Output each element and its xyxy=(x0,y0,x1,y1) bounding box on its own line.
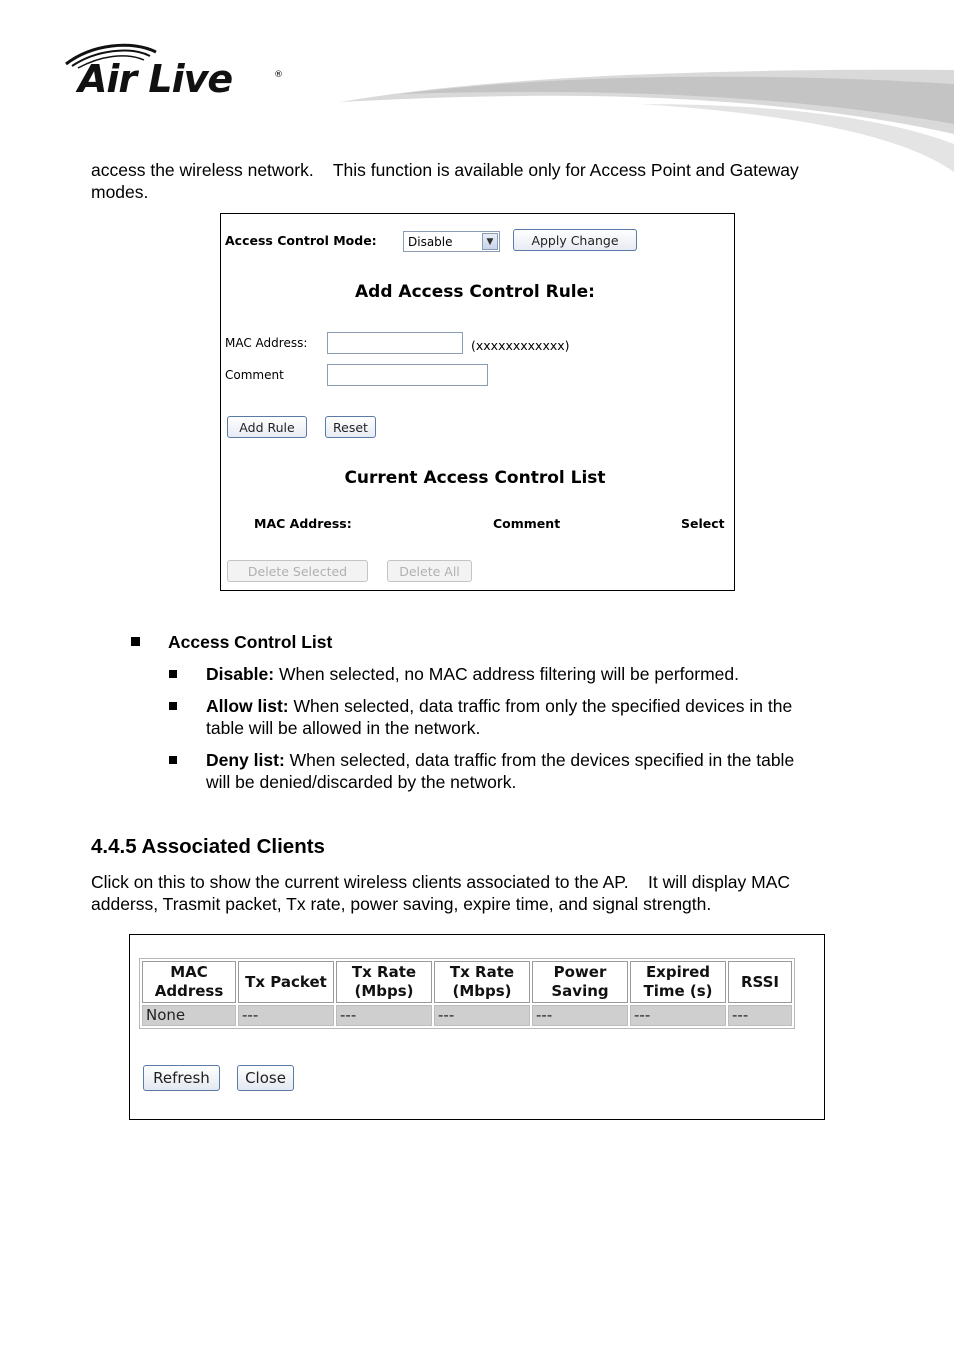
comment-input[interactable] xyxy=(327,364,488,386)
list-item-text-continued: will be denied/discarded by the network. xyxy=(206,772,517,792)
clients-table xyxy=(139,958,795,1029)
chevron-down-icon[interactable]: ▼ xyxy=(482,233,498,250)
list-column-select: Select xyxy=(681,516,725,531)
mac-address-label: MAC Address: xyxy=(225,336,308,350)
list-item-term: Allow list: xyxy=(206,696,289,716)
mac-address-input[interactable] xyxy=(327,332,463,354)
table-cell: --- xyxy=(434,1005,530,1026)
logo-text: Air Live xyxy=(78,57,233,101)
list-item-text: When selected, data traffic from only the specified devices in the xyxy=(288,696,793,716)
column-header: RSSI xyxy=(728,961,792,1003)
add-rule-title: Add Access Control Rule: xyxy=(355,282,595,302)
reset-button[interactable]: Reset xyxy=(325,416,376,438)
add-rule-button[interactable]: Add Rule xyxy=(227,416,307,438)
comment-label: Comment xyxy=(225,368,284,382)
list-column-comment: Comment xyxy=(493,516,561,531)
section-title: 4.4.5 Associated Clients xyxy=(91,835,325,858)
logo-registered-mark: ® xyxy=(274,70,283,80)
access-control-list-heading: Access Control List xyxy=(168,632,333,652)
table-cell: --- xyxy=(630,1005,726,1026)
list-item-deny xyxy=(206,749,866,793)
delete-all-button[interactable]: Delete All xyxy=(387,560,472,582)
delete-selected-button[interactable]: Delete Selected xyxy=(227,560,368,582)
section-line-2: adderss, Trasmit packet, Tx rate, power saving, expire time, and signal strength. xyxy=(91,894,712,914)
table-cell: --- xyxy=(532,1005,628,1026)
airlive-logo xyxy=(62,42,292,108)
table-cell: --- xyxy=(238,1005,334,1026)
section-paragraph xyxy=(91,871,891,915)
list-item-term: Disable: xyxy=(206,664,275,684)
table-row xyxy=(142,1005,792,1026)
column-header: Tx Packet xyxy=(238,961,334,1003)
intro-line-1: access the wireless network. This function is available only for Access Point and Gateway xyxy=(91,160,799,180)
access-control-mode-value: Disable xyxy=(408,234,453,249)
list-item-disable xyxy=(206,663,739,685)
bullet-square-icon xyxy=(169,702,177,710)
list-item-text: When selected, no MAC address filtering will be performed. xyxy=(274,664,740,684)
bullet-square-icon xyxy=(169,756,177,764)
associated-clients-panel xyxy=(129,934,825,1120)
intro-line-2: modes. xyxy=(91,182,149,202)
access-control-mode-label: Access Control Mode: xyxy=(225,233,377,248)
column-header: MAC Address xyxy=(142,961,236,1003)
table-cell: None xyxy=(142,1005,236,1026)
intro-paragraph xyxy=(91,159,891,203)
list-item-text: When selected, data traffic from the devices specified in the table xyxy=(284,750,795,770)
access-control-panel xyxy=(220,213,735,591)
mac-address-format-hint: (xxxxxxxxxxxx) xyxy=(471,338,570,353)
list-item-allow xyxy=(206,695,866,739)
table-cell: --- xyxy=(336,1005,432,1026)
table-cell: --- xyxy=(728,1005,792,1026)
refresh-button[interactable]: Refresh xyxy=(143,1065,220,1091)
column-header: Tx Rate (Mbps) xyxy=(434,961,530,1003)
apply-change-button[interactable]: Apply Change xyxy=(513,229,637,251)
column-header: Power Saving xyxy=(532,961,628,1003)
list-item-term: Deny list: xyxy=(206,750,285,770)
column-header: Expired Time (s) xyxy=(630,961,726,1003)
list-item-text-continued: table will be allowed in the network. xyxy=(206,718,481,738)
bullet-square-icon xyxy=(131,637,140,646)
bullet-square-icon xyxy=(169,670,177,678)
close-button[interactable]: Close xyxy=(237,1065,294,1091)
section-line-1: Click on this to show the current wireless clients associated to the AP. It will display MAC xyxy=(91,872,791,892)
current-list-title: Current Access Control List xyxy=(344,468,606,488)
table-header-row xyxy=(142,961,792,1003)
list-column-mac-address: MAC Address: xyxy=(254,516,352,531)
column-header: Tx Rate (Mbps) xyxy=(336,961,432,1003)
access-control-mode-select[interactable] xyxy=(403,231,500,252)
